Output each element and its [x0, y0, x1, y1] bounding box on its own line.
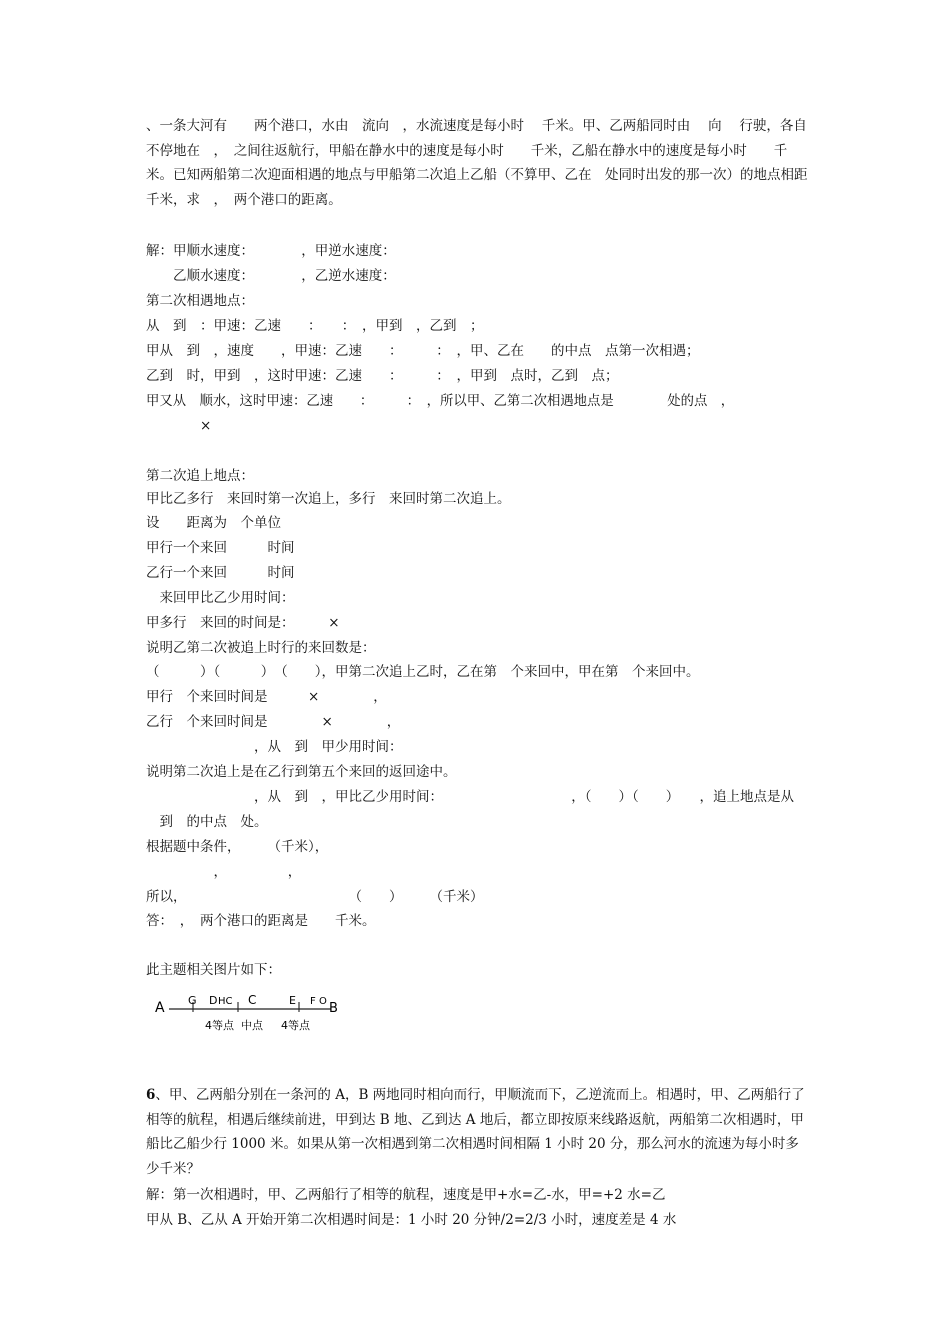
problem-6-solution-line: 甲从 B、乙从 A 开始开第二次相遇时间是：1 小时 20 分钟/2=2/3 小时，速度差是 4 水 — [146, 1212, 677, 1228]
solution-line: 甲又从 顺水，这时甲速：乙速 ： ： ，所以甲、乙第二次相遇地点是 处的点 ， — [146, 393, 735, 409]
answer-line: 答： ， 两个港口的距离是 千米。 — [146, 913, 376, 929]
solution-line: 甲行一个来回 时间 — [146, 540, 295, 556]
label-midpoint: 中点 — [241, 1019, 263, 1032]
solution-line: 说明乙第二次被追上时行的来回数是： — [146, 640, 376, 656]
solution-line: 乙行 个来回时间是 × ， — [146, 714, 401, 730]
problem-5-statement: 、一条大河有 两个港口，水由 流向 ，水流速度是每小时 千米。甲、乙两船同时由 向 行驶，各自不停地在 ， 之间往返航行，甲船在静水中的速度是每小时 千米，乙船在静水中的速度是每小时 千米。已知两船第二次迎面相遇的地点与甲船第二次追上乙船（不算甲、乙在 处同时出发的那一次）的地点相距 千米，求 ， 两个港口的距离。 — [146, 118, 835, 208]
solution-line: 乙顺水速度： ，乙逆水速度： — [146, 268, 396, 284]
solution-line: 到 的中点 处。 — [146, 814, 268, 830]
label-b: B — [329, 1001, 338, 1016]
problem-6-solution-line: 解：第一次相遇时，甲、乙两船行了相等的航程，速度是甲+水=乙-水，甲=+2 水=乙 — [146, 1187, 666, 1203]
problem-6-number: 6 — [146, 1087, 156, 1103]
solution-line: 根据题中条件， （千米）， — [146, 839, 329, 855]
label-quarter-left: 4等点 — [205, 1019, 234, 1032]
solution-line: 从 到 ：甲速：乙速 ： ： ，甲到 ，乙到 ； — [146, 318, 484, 334]
problem-6-text: 、甲、乙两船分别在一条河的 A，B 两地同时相向而行，甲顺流而下，乙逆流而上。相遇时，甲、乙两船行了相等的航程，相遇后继续前进，甲到达 B 地、乙到达 A 地后，都立即按原来线路返航，两船第二次相遇时，甲船比乙船少行 1000 米。如果从第一次相遇到第二次相遇时间相隔 1 小时 20 分，那么河水的流速为每小时多少千米？ — [146, 1087, 805, 1177]
river-diagram-svg — [153, 988, 343, 1036]
label-e: E — [289, 994, 296, 1007]
label-c: C — [248, 993, 257, 1007]
label-quarter-right: 4等点 — [281, 1019, 310, 1032]
image-caption: 此主题相关图片如下： — [146, 962, 281, 978]
label-hc: HC — [218, 996, 233, 1007]
solution-line: 甲多行 来回的时间是： × — [146, 615, 340, 631]
solution-line: 所以， （ ） （千米） — [146, 889, 484, 905]
solution-line: 说明第二次追上是在乙行到第五个来回的返回途中。 — [146, 764, 457, 780]
label-f: F — [310, 996, 316, 1007]
solution-line: 第二次追上地点： — [146, 468, 254, 484]
solution-line: 甲比乙多行 来回时第一次追上，多行 来回时第二次追上。 — [146, 491, 511, 507]
solution-line: × — [146, 418, 212, 434]
solution-line: ， ， — [146, 864, 302, 880]
river-diagram — [153, 988, 343, 1036]
label-o: O — [319, 996, 327, 1007]
solution-line: 第二次相遇地点： — [146, 293, 254, 309]
solution-line: 甲行 个来回时间是 × ， — [146, 689, 387, 705]
solution-line: ，从 到 甲少用时间： — [146, 739, 403, 755]
problem-6-statement — [146, 1083, 812, 1181]
solution-line: ，从 到 ，甲比乙少用时间： ，（ ）（ ） ，追上地点是从 — [146, 789, 794, 805]
label-d: D — [209, 994, 218, 1007]
label-g: G — [188, 994, 197, 1007]
solution-line: （ ）（ ） （ ），甲第二次追上乙时，乙在第 个来回中，甲在第 个来回中。 — [146, 664, 700, 680]
solution-line: 解：甲顺水速度： ，甲逆水速度： — [146, 243, 396, 259]
solution-line: 乙到 时，甲到 ，这时甲速：乙速 ： ： ，甲到 点时，乙到 点； — [146, 368, 619, 384]
label-a: A — [155, 1000, 165, 1016]
solution-line: 来回甲比乙少用时间： — [146, 590, 295, 606]
solution-line: 设 距离为 个单位 — [146, 515, 281, 531]
solution-line: 乙行一个来回 时间 — [146, 565, 295, 581]
solution-line: 甲从 到 ，速度 ，甲速：乙速 ： ： ，甲、乙在 的中点 点第一次相遇； — [146, 343, 700, 359]
